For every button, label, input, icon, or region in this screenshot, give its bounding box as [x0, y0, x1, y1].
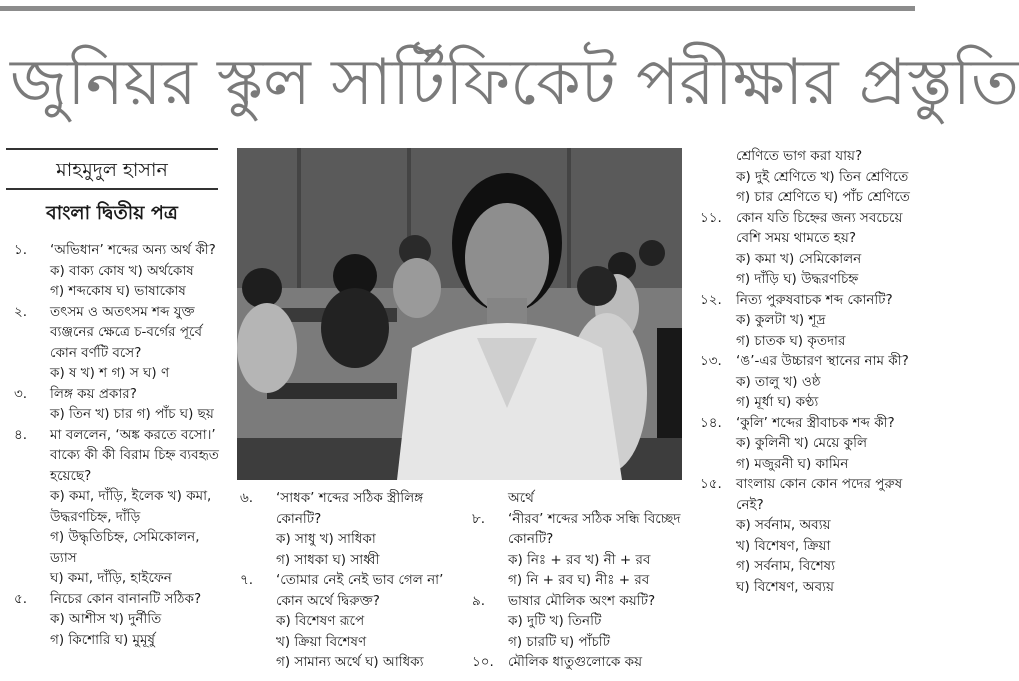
answer-options: গ) সর্বনাম, বিশেষ্য [736, 558, 836, 574]
column-3 [472, 488, 687, 673]
answer-options: গ) সামান্য অর্থে ঘ) আধিক্য [276, 654, 424, 670]
question-text: বাংলায় কোন কোন পদের পুরুষ নেই? [736, 476, 903, 513]
question-item [472, 591, 687, 653]
question-item [700, 413, 915, 475]
question-number: ১১. [700, 209, 722, 226]
answer-options: গ) সাধকা ঘ) সাধ্বী [276, 551, 380, 568]
question-number: ১. [14, 242, 28, 258]
answer-options: গ) উদ্ধৃতিচিহ্ন, সেমিকোলন, ড্যাস [50, 529, 200, 566]
answer-options: ক) কুলিনী খ) মেয়ে কুলি [736, 435, 868, 451]
continued-text [700, 146, 915, 208]
question-number: ১০. [472, 654, 494, 670]
question-text: মৌলিক ধাতুগুলোকে কয় [508, 654, 643, 670]
answer-options: ক) কমা, দাঁড়ি, ইলেক খ) কমা, উদ্ধরণচিহ্ন, দাঁড়ি [50, 488, 212, 525]
question-item [472, 509, 687, 591]
question-text: ভাষার মৌলিক অংশ কয়টি? [508, 592, 656, 609]
answer-options: ক) সর্বনাম, অব্যয় [736, 517, 831, 533]
answer-options: গ) কিশোরি ঘ) মুমূর্ষু [50, 631, 155, 648]
answer-options: ক) আশীস খ) দুর্নীতি [50, 611, 162, 627]
question-number: ১২. [700, 291, 722, 308]
answer-options: ক) বাক্য কোষ খ) অর্থকোষ [50, 262, 194, 279]
question-item [14, 384, 220, 425]
column-2 [240, 488, 455, 673]
answer-options: গ) চাতক ঘ) কৃতদার [736, 332, 846, 349]
question-item [472, 652, 687, 673]
question-text: ‘তোমার নেই নেই ভাব গেল না’ কোন অর্থে দ্বিরুক্ত? [276, 572, 444, 609]
answer-options: গ) মজুরনী ঘ) কামিন [736, 455, 849, 472]
question-number: ১৩. [700, 353, 722, 369]
top-rule [0, 6, 915, 11]
question-number: ৮. [472, 510, 486, 527]
answer-options: ক) তিন খ) চার গ) পাঁচ ঘ) ছয় [50, 406, 214, 422]
answer-options: ঘ) কমা, দাঁড়ি, হাইফেন [50, 570, 172, 586]
subject-title: বাংলা দ্বিতীয় পত্র [46, 202, 178, 224]
question-text: কোন যতি চিহ্নের জন্য সবচেয়ে বেশি সময় থামতে হয়? [736, 209, 903, 246]
answer-options: ক) কমা খ) সেমিকোলন [736, 250, 862, 267]
question-number: ৯. [472, 592, 486, 609]
answer-options: গ) দাঁড়ি ঘ) উদ্ধরণচিহ্ন [736, 271, 859, 287]
question-item [14, 425, 220, 589]
continued-text [472, 488, 687, 509]
question-item [700, 208, 915, 290]
question-number: ৭. [240, 572, 254, 588]
question-item [700, 474, 915, 597]
question-text: লিঙ্গ কয় প্রকার? [50, 385, 137, 402]
question-text: ‘ঙ’-এর উচ্চারণ স্থানের নাম কী? [736, 353, 909, 369]
question-item [14, 302, 220, 384]
question-number: ৩. [14, 385, 28, 402]
column-4 [700, 146, 915, 597]
question-item [700, 351, 915, 413]
question-item [700, 290, 915, 352]
answer-options: ঘ) বিশেষণ, অব্যয় [736, 578, 834, 595]
answer-options: গ) শব্দকোষ ঘ) ভাষাকোষ [50, 283, 186, 299]
answer-options: গ) চারটি ঘ) পাঁচটি [508, 633, 611, 650]
question-text: নিচের কোন বানানটি সঠিক? [50, 590, 202, 607]
question-number: ২. [14, 303, 28, 320]
question-text: নিত্য পুরুষবাচক শব্দ কোনটি? [736, 291, 893, 308]
question-item [14, 240, 220, 302]
question-text: মা বললেন, ‘অঙ্ক করতে বসো।’ বাক্যে কী কী বিরাম চিহ্ন ব্যবহৃত হয়েছে? [50, 426, 219, 484]
byline-rule-bottom [6, 188, 218, 190]
answer-options: খ) বিশেষণ, ক্রিয়া [736, 537, 831, 554]
question-item [240, 488, 455, 570]
answer-options: গ) চার শ্রেণিতে ঘ) পাঁচ শ্রেণিতে [736, 189, 910, 205]
question-item [240, 570, 455, 673]
question-item [14, 589, 220, 651]
question-number: ১৫. [700, 476, 722, 492]
question-text: ‘অভিধান’ শব্দের অন্য অর্থ কী? [50, 242, 216, 258]
question-number: ৬. [240, 490, 254, 506]
question-text: ‘কুলি’ শব্দের স্ত্রীবাচক শব্দ কী? [736, 414, 895, 431]
answer-options: ক) নিঃ + রব খ) নী + রব [508, 551, 651, 568]
question-text: ‘নীরব’ শব্দের সঠিক সন্ধি বিচ্ছেদ কোনটি? [508, 510, 681, 547]
answer-options: ক) কুলটা খ) শূদ্র [736, 312, 826, 328]
question-number: ৫. [14, 590, 28, 607]
author-byline: মাহমুদুল হাসান [56, 159, 168, 181]
answer-options: গ) মূর্ধা ঘ) কণ্ঠ্য [736, 394, 819, 410]
question-text: তৎসম ও অতৎসম শব্দ যুক্ত ব্যঞ্জনের ক্ষেত্রে চ-বর্গের পূর্বে কোন বর্ণটি বসে? [50, 303, 202, 361]
answer-options: খ) ক্রিয়া বিশেষণ [276, 633, 367, 650]
answer-options: ক) সাধু খ) সাধিকা [276, 531, 376, 547]
exam-hall-photo [237, 148, 682, 480]
answer-options: ক) বিশেষণ রূপে [276, 613, 365, 629]
column-1 [14, 240, 220, 650]
answer-options: গ) নি + রব ঘ) নীঃ + রব [508, 572, 650, 588]
continued-line: শ্রেণিতে ভাগ করা যায়? [736, 148, 863, 164]
question-text: ‘সাধক’ শব্দের সঠিক স্ত্রীলিঙ্গ কোনটি? [276, 490, 424, 527]
page-headline: জুনিয়র স্কুল সার্টিফিকেট পরীক্ষার প্রস্তুতি [10, 46, 1019, 120]
answer-options: ক) তালু খ) ওষ্ঠ [736, 373, 821, 390]
question-number: ৪. [14, 426, 28, 443]
continued-line: অর্থে [508, 490, 534, 506]
answer-options: ক) ষ খ) শ গ) স ঘ) ণ [50, 365, 170, 381]
answer-options: ক) দুই শ্রেণিতে খ) তিন শ্রেণিতে [736, 168, 909, 185]
byline-rule-top [6, 148, 218, 150]
question-number: ১৪. [700, 414, 722, 431]
answer-options: ক) দুটি খ) তিনটি [508, 613, 602, 629]
